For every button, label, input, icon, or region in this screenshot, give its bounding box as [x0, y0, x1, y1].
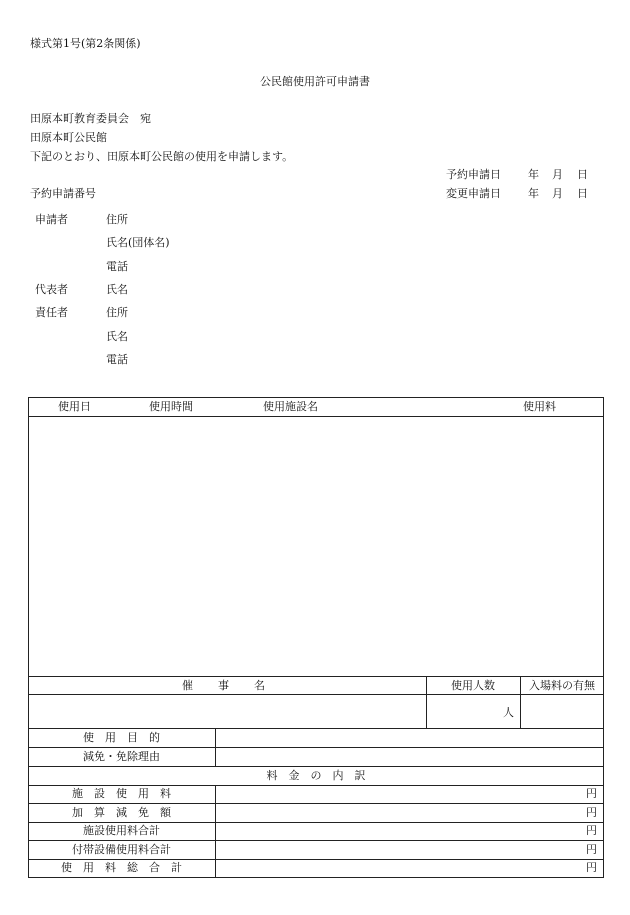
- grand-total-unit: 円: [586, 861, 597, 874]
- representative-name-label: 氏名: [106, 283, 128, 296]
- form-number: 様式第1号(第2条関係): [30, 37, 141, 50]
- facility-fee-label: 施 設 使 用 料: [72, 787, 171, 800]
- change-year: 年: [528, 187, 539, 200]
- change-day: 日: [577, 187, 588, 200]
- purpose-label: 使 用 目 的: [83, 731, 160, 744]
- reservation-date-label: 予約申請日: [446, 168, 501, 181]
- change-date-label: 変更申請日: [446, 187, 501, 200]
- surcharge-discount-unit: 円: [586, 806, 597, 819]
- reservation-month: 月: [552, 168, 563, 181]
- applicant-phone-label: 電話: [106, 260, 128, 273]
- admission-label: 入場料の有無: [529, 679, 595, 692]
- usage-entry-area[interactable]: [28, 416, 604, 677]
- facility-fee-total-label: 施設使用料合計: [83, 824, 160, 837]
- representative-label: 代表者: [35, 283, 68, 296]
- row-line-7: [28, 859, 604, 860]
- row-line-3: [28, 785, 604, 786]
- usage-facility-header: 使用施設名: [263, 400, 318, 413]
- row-line-4: [28, 803, 604, 804]
- grand-total-label: 使 用 料 総 合 計: [61, 861, 182, 874]
- responsible-address-label: 住所: [106, 306, 128, 319]
- applicant-name-label: 氏名(団体名): [106, 236, 170, 249]
- usage-time-header: 使用時間: [149, 400, 193, 413]
- applicant-label: 申請者: [35, 213, 68, 226]
- person-unit: 人: [503, 706, 514, 719]
- reservation-year: 年: [528, 168, 539, 181]
- responsible-label: 責任者: [35, 306, 68, 319]
- responsible-name-label: 氏名: [106, 330, 128, 343]
- event-name-field[interactable]: [29, 695, 425, 728]
- intro-text: 下記のとおり、田原本町公民館の使用を申請します。: [30, 150, 294, 163]
- equipment-fee-total-label: 付帯設備使用料合計: [72, 843, 171, 856]
- row-line-6: [28, 840, 604, 841]
- reservation-day: 日: [577, 168, 588, 181]
- reservation-number-label: 予約申請番号: [30, 187, 96, 200]
- equipment-fee-total-unit: 円: [586, 843, 597, 856]
- row-line-2: [28, 766, 604, 767]
- usage-date-header: 使用日: [58, 400, 91, 413]
- addressee: 田原本町教育委員会 宛: [30, 112, 151, 125]
- facility-name: 田原本町公民館: [30, 131, 107, 144]
- usage-fee-header: 使用料: [523, 400, 556, 413]
- facility-fee-total-unit: 円: [586, 824, 597, 837]
- row-line-5: [28, 822, 604, 823]
- purpose-field[interactable]: [216, 729, 603, 747]
- attendance-label: 使用人数: [451, 679, 495, 692]
- document-title: 公民館使用許可申請書: [260, 75, 370, 88]
- surcharge-discount-label: 加 算 減 免 額: [72, 806, 171, 819]
- fee-breakdown-label: 料 金 の 内 訳: [266, 769, 366, 782]
- exemption-label: 減免・免除理由: [83, 750, 160, 763]
- exemption-field[interactable]: [216, 748, 603, 766]
- applicant-address-label: 住所: [106, 213, 128, 226]
- change-month: 月: [552, 187, 563, 200]
- admission-field[interactable]: [521, 695, 603, 728]
- facility-fee-unit: 円: [586, 787, 597, 800]
- responsible-phone-label: 電話: [106, 353, 128, 366]
- event-name-label: 催 事 名: [182, 679, 272, 692]
